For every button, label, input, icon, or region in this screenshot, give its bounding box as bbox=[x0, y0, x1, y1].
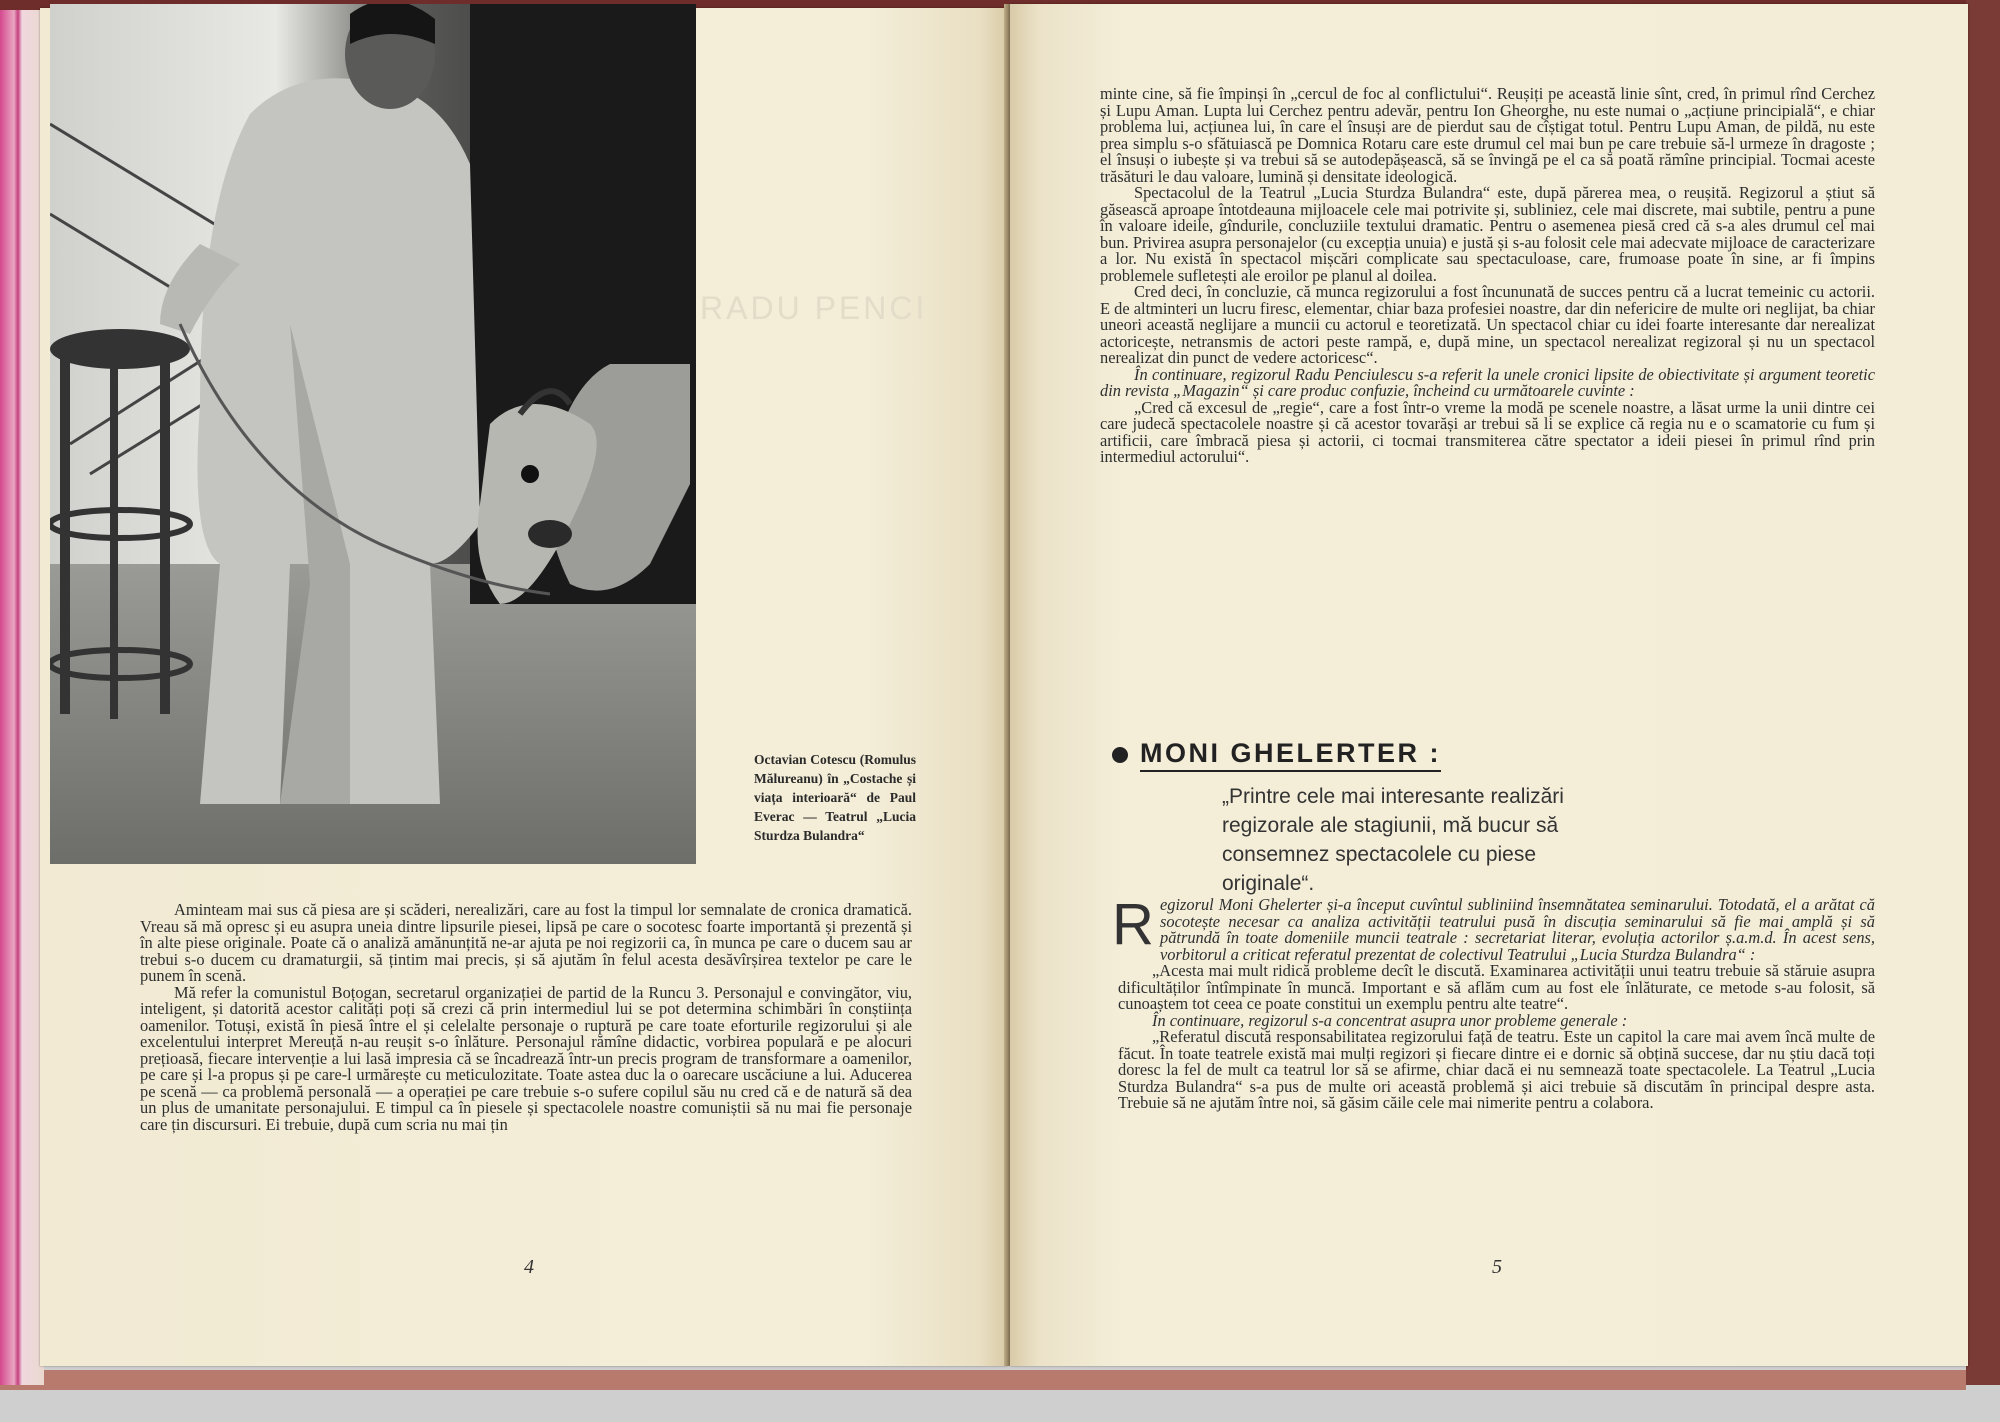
left-paragraph-2: Mă refer la comunistul Boțogan, secretarul organizației de partid de la Runcu 3. Personajul e convingător, viu, inteligent, și datorită acestor calități poți să crezi că prin intermediul lui se pot determina schimbări în conștiința oamenilor. Totuși, există în piesă între el și celelalte personaje o ruptură pe care toate eforturile regizorului și ale excelentului interpret Mereuță n-au reușit s-o înlăture. Personajul rămîne didactic, vorbirea populară e pe alocuri prețioasă, fiecare intervenție a lui lasă impresia că se încadrează într-un precis program de transformare a oamenilor, pe care și l-a propus și pe care-l urmărește cu meticulozitate. Toate astea duc la o oarecare uscăciune a lui. Aducerea pe scenă — ca problemă personală — a operației pe care trebuie s-o sufere copilul său nu cred că e de natură să dea un plus de umanitate personajului. E timpul ca în piesele și spectacolele noastre comuniștii să nu mai fie personaje care țin discursuri. Ei trebuie, după cum scria nu mai țin bbox=[140, 982, 912, 1134]
page-number-left: 4 bbox=[524, 1256, 534, 1278]
right-paragraph-6: „Acesta mai mult ridică probleme decît le discută. Examinarea activității unui teatru trebuie să stăruie asupra dificultăților întîmpinate în muncă. Important e să aflăm cum au fost ele înlăturate, ce metode s-au folosit, să cunoaștem tot ceea ce poate constitui un exemplu pentru alte teatre“. bbox=[1118, 961, 1875, 1013]
bleed-heading: RADU PENCI bbox=[700, 290, 928, 326]
section-heading-row bbox=[1112, 738, 1441, 772]
right-lead-paragraph: egizorul Moni Ghelerter și-a început cuvîntul subliniind însemnătatea seminarului. Totodată, el a arătat că socotește necesar ca analiza activității teatrului pusă în discuția seminarului să fie mai amplă și să pătrundă în toate domeniile muncii teatrale : secretariat literar, evoluția actorilor ș.a.m.d. În acest sens, vorbitorul a criticat referatul prezentat de colectivul Teatrului „Lucia Sturdza Bulandra“ : bbox=[1160, 895, 1875, 964]
section-pull-quote: „Printre cele mai interesante realizări regizorale ale stagiunii, mă bucur să consemnez spectacolele cu piese originale“. bbox=[1222, 785, 1564, 895]
photo-caption: Octavian Cotescu (Romulus Mălureanu) în „Costache și viața interioară“ de Paul Everac — Teatrul „Lucia Sturdza Bulandra“ bbox=[754, 752, 916, 843]
section-heading: MONI GHELERTER : bbox=[1140, 738, 1441, 772]
drop-cap: R bbox=[1112, 892, 1154, 957]
right-paragraph-4: În continuare, regizorul Radu Penciulescu s-a referit la unele cronici lipsite de obiectivitate și argument teoretic din revista „Magazin“ și care produc confuzie, încheind cu următoarele cuvinte : bbox=[1100, 364, 1875, 400]
bullet-icon bbox=[1112, 747, 1128, 763]
right-paragraph-2: Spectacolul de la Teatrul „Lucia Sturdza Bulandra“ este, după părerea mea, o reușită. Regizorul a știut să găsească aproape întotdeauna mijloacele cele mai potrivite și, subliniez, cele mai discrete, mai subtile, pentru a pune în valoare ideile, gîndurile, concluziile textului dramatic. Pentru o asemenea piesă cred că s-a ales drumul cel mai bun. Privirea asupra personajelor (cu excepția unuia) e justă și s-au folosit cele mai adecvate mijloace de caracterizare a lor. Nu există în spectacol mișcări complicate sau spectaculoase, care, frumoase poate în sine, ar fi împins problemele sufletești ale eroilor pe planul al doilea. bbox=[1100, 183, 1875, 285]
left-paragraph-1: Aminteam mai sus că piesa are și scăderi, nerealizări, care au fost la timpul lor semnalate de cronica dramatică. Vreau să mă opresc și eu asupra uneia dintre lipsurile piesei, lipsă pe care o socotesc foarte importantă și prezentă și în alte piese originale. Poate că o analiză amănunțită ne-ar ajuta pe noi regizorii ca, în munca pe care o ducem sau ar trebui s-o ducem cu dramaturgii, să țintim mai precis, și să ajutăm în felul acesta desăvîrșirea textelor pe care le punem în scenă. bbox=[140, 900, 912, 985]
right-paragraph-1: minte cine, să fie împinși în „cercul de foc al conflictului“. Reușiți pe această linie sînt, cred, în primul rînd Cerchez și Lupu Aman. Lupta lui Cerchez pentru adevăr, pentru Ion Gheorghe, nu este numai o „acțiune principială“, e chiar problema lui, acțiunea lui, în care el însuși are de pierdut sau de cîștigat totul. Pentru Lupu Aman, de pildă, nu este prea simplu s-o sfătuiască pe Domnica Rotaru care este drumul cel mai bun pe care trebuie să-l urmeze în dragoste ; el însuși o iubește și va trebui să se autodepășească, să se învingă pe el ca să poată rămîne principial. Tocmai aceste trăsături le dau valoare, lumină și densitate ideologică. bbox=[1100, 84, 1875, 186]
page-number-right: 5 bbox=[1492, 1256, 1502, 1278]
page-stack-left bbox=[0, 10, 44, 1385]
right-paragraph-8: „Referatul discută responsabilitatea regizorului față de teatru. Este un capitol la care mai avem încă multe de făcut. În toate teatrele există mai mulți regizori și fiecare dintre ei e dornic să obțină succese, dar nu știu dacă toți doresc la fel de mult ca teatrul lor să se afirme, chiar dacă ei nu semnează toate spectacolele. La Teatrul „Lucia Sturdza Bulandra“ s-a pus de multe ori această problemă și aici trebuie să discutăm în principal despre asta. Trebuie să ne ajutăm între noi, să găsim căile cele mai nimerite pentru a colabora. bbox=[1118, 1027, 1875, 1112]
right-page-body-bottom bbox=[1118, 897, 1875, 1112]
left-page-body bbox=[140, 902, 912, 1133]
right-paragraph-5: „Cred că excesul de „regie“, care a fost într-o vreme la modă pe scenele noastre, a lăsat urme la unii dintre cei care judecă spectacolele noastre și că acestor tovarăși ar trebui să li se explice că regia nu e o scamatorie cu fum și artificii, care îmbracă piesa și actorii, ci tocmai transmiterea către spectator a ideii piesei în primul rînd prin intermediul actorului“. bbox=[1100, 397, 1875, 466]
book-cover-right-edge bbox=[1966, 0, 2000, 1385]
right-page-body-top bbox=[1100, 86, 1875, 466]
book-cover-bottom-edge bbox=[0, 1370, 1966, 1390]
right-paragraph-3: Cred deci, în concluzie, că munca regizorului a fost încununată de succes pentru că a lucrat temeinic cu actorii. E de altminteri un lucru firesc, elementar, chiar baza profesiei noastre, dar din nefericire de multe ori neglijat, ba chiar uneori această neglijare a muncii cu actorul e teoretizată. Un spectacol chiar cu idei foarte interesante dar nerealizat actoricește, netransmis de actori peste rampă, e, după mine, un spectacol nerealizat regizoral și nu un spectacol nerealizat din punct de vedere actoricesc“. bbox=[1100, 282, 1875, 367]
stage-photo bbox=[50, 4, 696, 864]
right-paragraph-7: În continuare, regizorul s-a concentrat asupra unor probleme generale : bbox=[1152, 1010, 1628, 1030]
